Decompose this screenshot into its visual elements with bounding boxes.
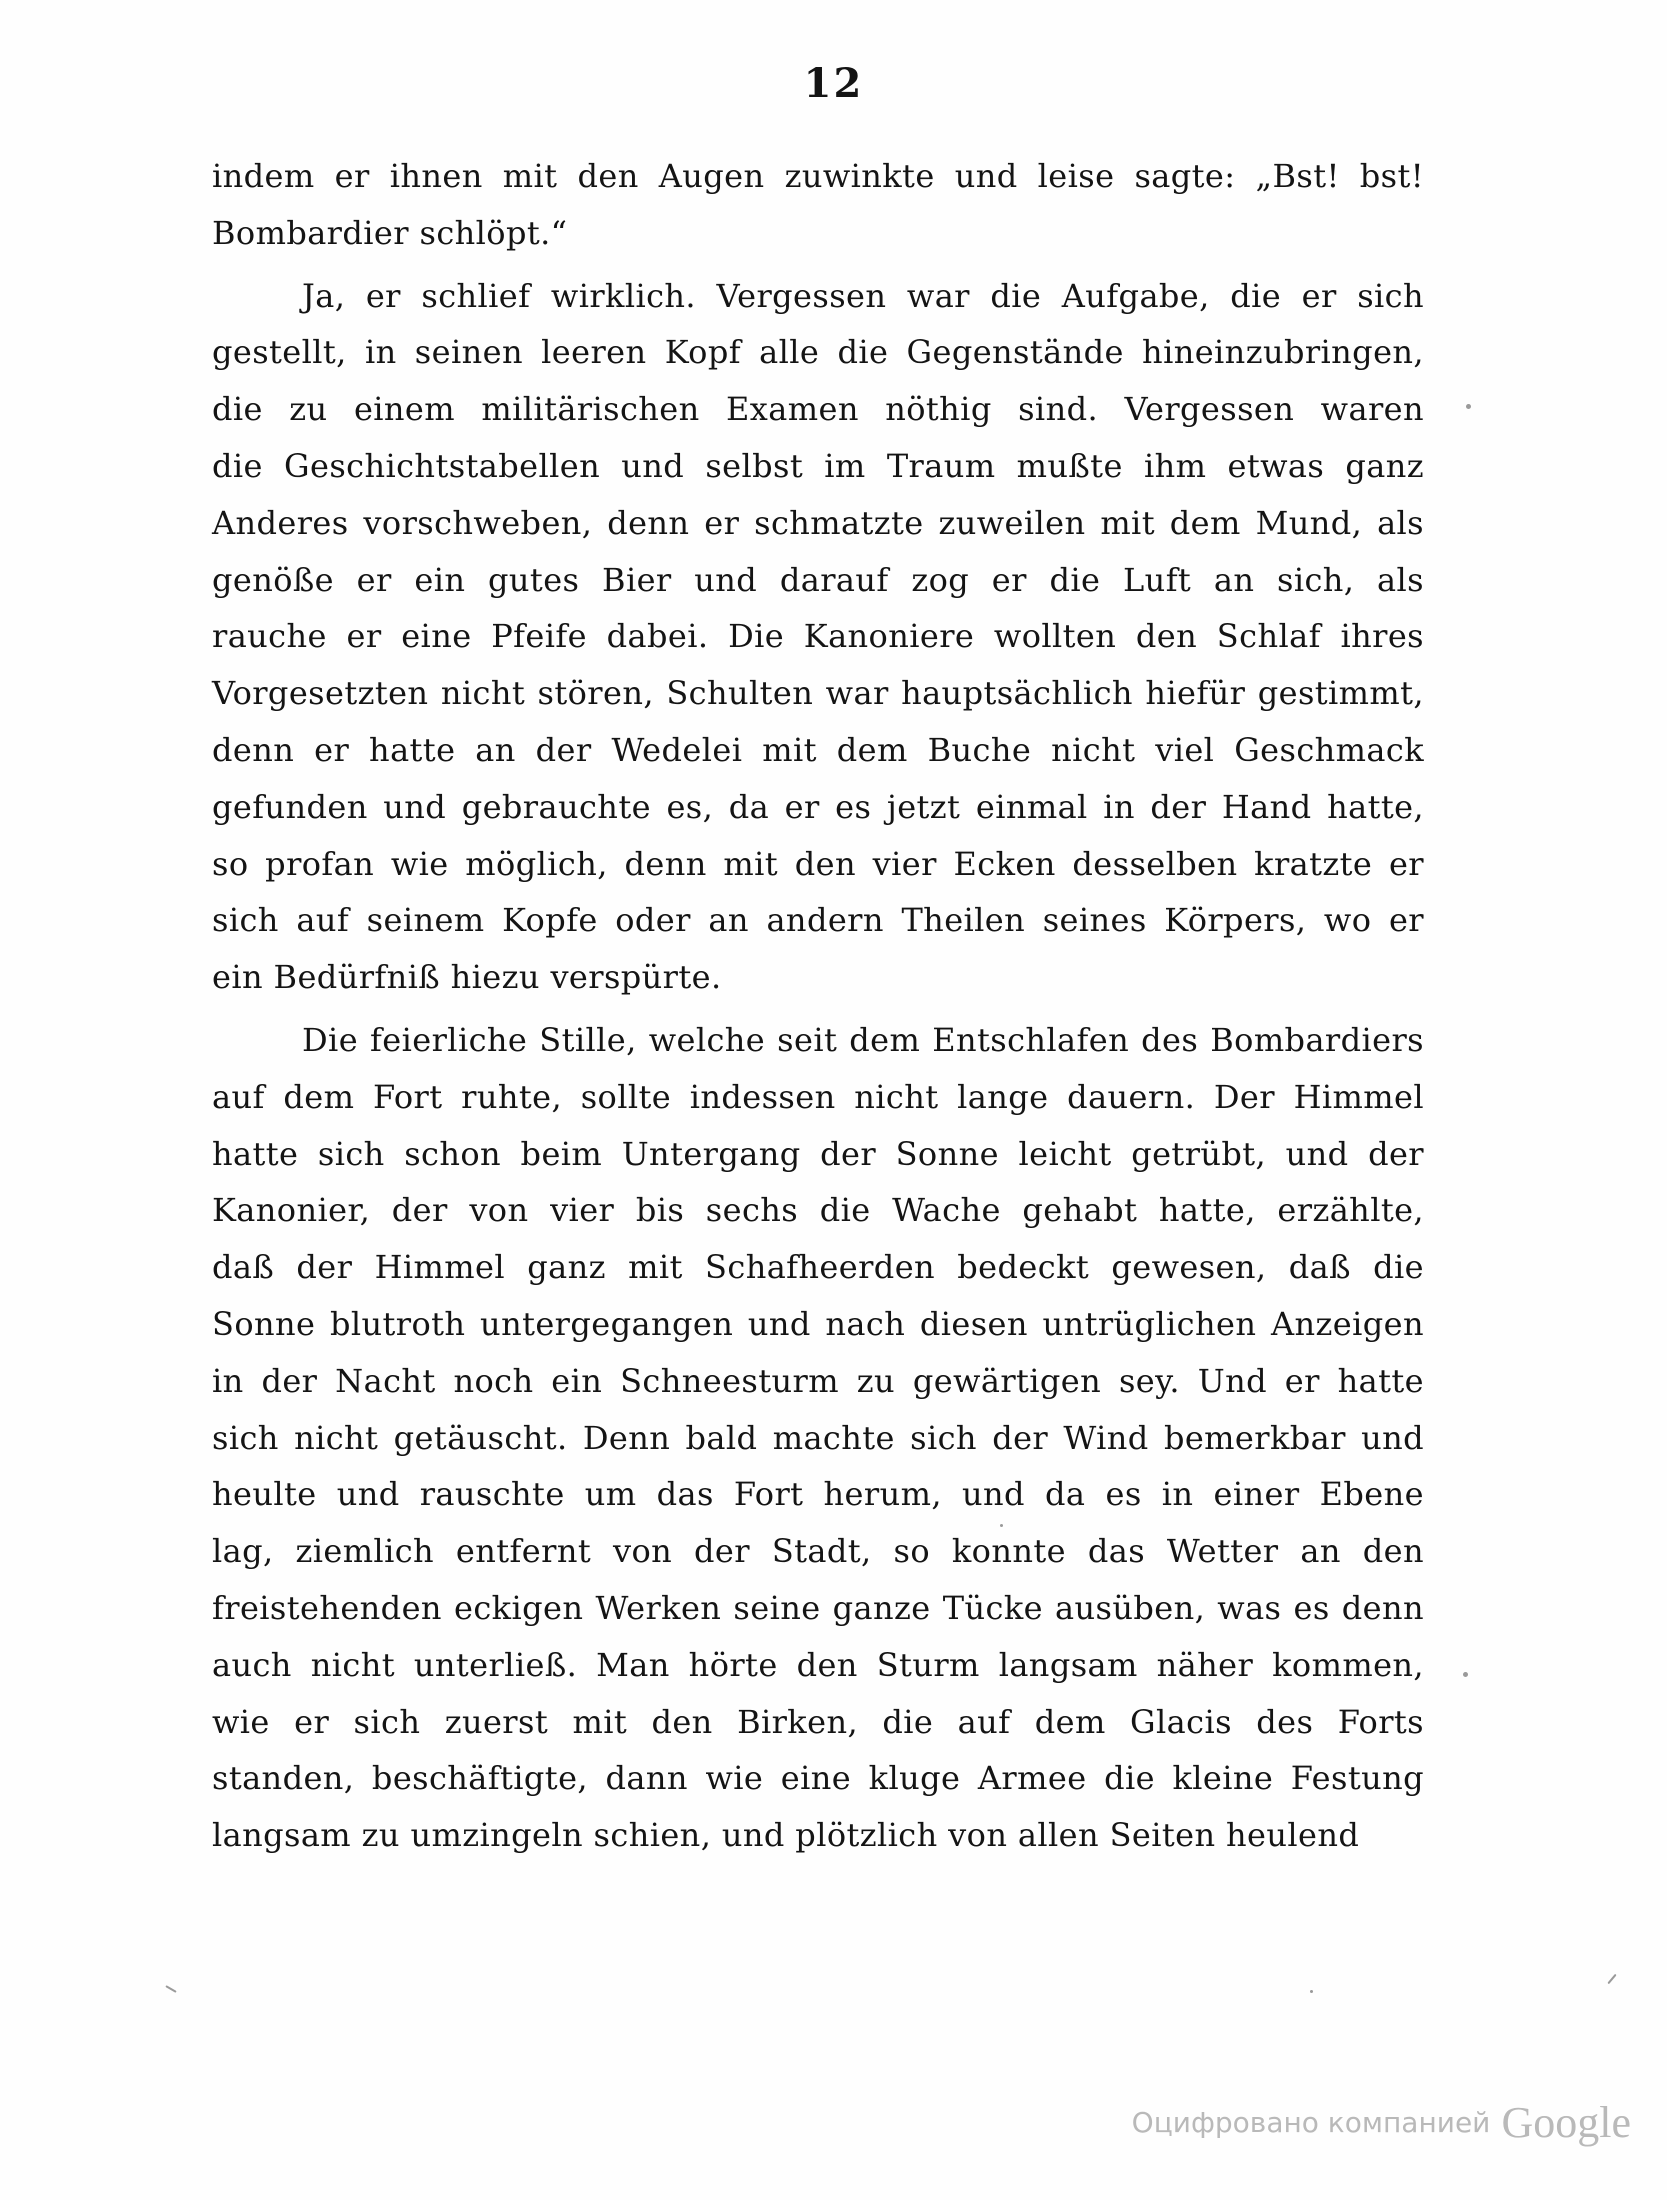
google-logo: Google xyxy=(1501,2098,1631,2147)
text-line: Kanonier, der von vier bis sechs die Wache gehabt hatte, erzählte, xyxy=(212,1191,1424,1230)
text-line: Anderes vorschweben, denn er schmatzte zuweilen mit dem Mund, als xyxy=(212,503,1424,542)
digitization-watermark xyxy=(1132,2097,1631,2148)
body-text xyxy=(212,148,1424,1864)
scan-speck xyxy=(165,1985,176,1993)
text-line: Vorgesetzten nicht stören, Schulten war hauptsächlich hiefür gestimmt, xyxy=(212,674,1424,713)
text-line: heulte und rauschte um das Fort herum, und da es in einer Ebene xyxy=(212,1475,1424,1514)
text-line: gefunden und gebrauchte es, da er es jetzt einmal in der Hand hatte, xyxy=(212,787,1424,826)
text-line: freistehenden eckigen Werken seine ganze Tücke ausüben, was es denn xyxy=(212,1588,1424,1627)
text-line: in der Nacht noch ein Schneesturm zu gewärtigen sey. Und er hatte xyxy=(212,1361,1424,1400)
scan-speck xyxy=(1000,1524,1003,1527)
scan-speck xyxy=(1463,1672,1468,1677)
text-line: sich nicht getäuscht. Denn bald machte sich der Wind bemerkbar und xyxy=(212,1418,1424,1457)
text-line: rauche er eine Pfeife dabei. Die Kanoniere wollten den Schlaf ihres xyxy=(212,617,1424,656)
text-line: daß der Himmel ganz mit Schafheerden bedeckt gewesen, daß die xyxy=(212,1248,1424,1287)
text-line: lag, ziemlich entfernt von der Stadt, so konnte das Wetter an den xyxy=(212,1532,1424,1571)
text-line: wie er sich zuerst mit den Birken, die auf dem Glacis des Forts xyxy=(212,1702,1424,1741)
text-line: indem er ihnen mit den Augen zuwinkte und leise sagte: „Bst! bst! xyxy=(212,157,1424,195)
paragraph xyxy=(212,1012,1424,1864)
paragraph xyxy=(212,268,1424,1006)
text-line: die Geschichtstabellen und selbst im Traum mußte ihm etwas ganz xyxy=(212,446,1424,485)
text-line: gestellt, in seinen leeren Kopf alle die Gegenstände hineinzubringen, xyxy=(212,333,1424,372)
watermark-prefix: Оцифровано компанией xyxy=(1131,2106,1491,2139)
paragraph xyxy=(212,148,1424,262)
text-line: auf dem Fort ruhte, sollte indessen nicht lange dauern. Der Himmel xyxy=(212,1077,1424,1116)
scan-speck xyxy=(1310,1990,1313,1993)
text-line: Ja, er schlief wirklich. Vergessen war die Aufgabe, die er sich xyxy=(302,276,1424,315)
text-line: so profan wie möglich, denn mit den vier Ecken desselben kratzte er xyxy=(212,844,1424,883)
text-line: die zu einem militärischen Examen nöthig sind. Vergessen waren xyxy=(212,390,1424,429)
scan-speck xyxy=(1466,404,1471,409)
text-line: ein Bedürfniß hiezu verspürte. xyxy=(212,958,722,997)
scan-speck xyxy=(1607,1974,1616,1984)
text-line: langsam zu umzingeln schien, und plötzlich von allen Seiten heulend xyxy=(212,1816,1360,1855)
text-line: Die feierliche Stille, welche seit dem Entschlafen des Bombardiers xyxy=(302,1020,1424,1059)
text-line: denn er hatte an der Wedelei mit dem Buche nicht viel Geschmack xyxy=(212,730,1424,769)
text-line: hatte sich schon beim Untergang der Sonne leicht getrübt, und der xyxy=(212,1134,1424,1173)
text-line: auch nicht unterließ. Man hörte den Sturm langsam näher kommen, xyxy=(212,1645,1424,1684)
page-number: 12 xyxy=(803,60,864,107)
text-line: genöße er ein gutes Bier und darauf zog er die Luft an sich, als xyxy=(212,560,1424,599)
text-line: sich auf seinem Kopfe oder an andern Theilen seines Körpers, wo er xyxy=(212,901,1424,940)
text-line: standen, beschäftigte, dann wie eine kluge Armee die kleine Festung xyxy=(212,1759,1424,1798)
text-line: Bombardier schlöpt.“ xyxy=(212,213,568,252)
text-line: Sonne blutroth untergegangen und nach diesen untrüglichen Anzeigen xyxy=(212,1304,1424,1343)
